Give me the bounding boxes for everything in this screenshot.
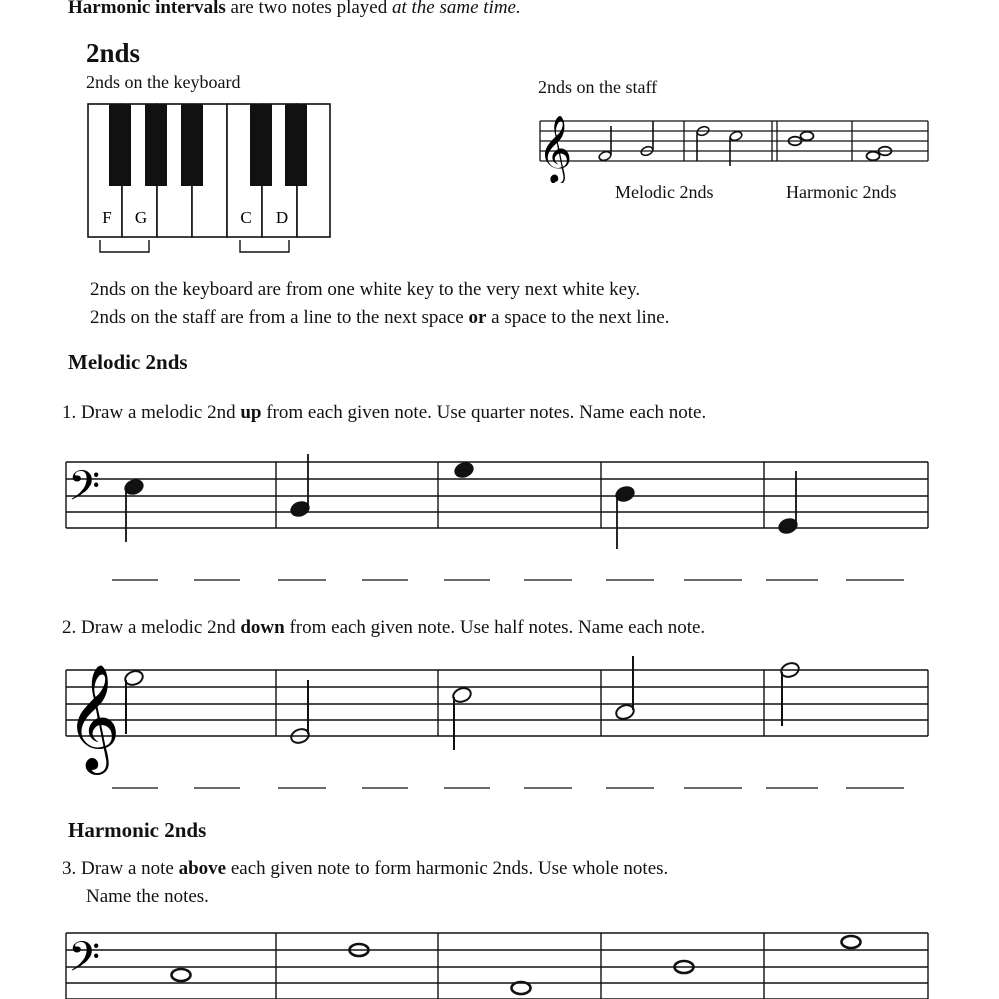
exercise-2-staff — [62, 648, 937, 798]
melodic-heading: Melodic 2nds — [68, 350, 188, 374]
exercise-3-instructions: 3. Draw a note above each given note to form harmonic 2nds. Use whole notes. — [62, 858, 669, 879]
staff-lines — [66, 670, 928, 736]
bass-clef-icon: 𝄢 — [68, 462, 101, 520]
exercise-1-staff — [62, 450, 937, 600]
rule-staff: 2nds on the staff are from a line to the next space or a space to the next line. — [90, 307, 670, 328]
intro-line — [68, 0, 521, 19]
harmonic-2nds-label: Harmonic 2nds — [786, 182, 897, 202]
section-title-2nds: 2nds — [86, 38, 141, 68]
melodic-2nds-label: Melodic 2nds — [615, 182, 714, 202]
staff-lines — [66, 933, 928, 999]
intro-text: are two notes played — [225, 0, 392, 18]
key-label-f: F — [102, 208, 112, 227]
key-label-c: C — [240, 208, 252, 227]
exercise-1-instructions: 1. Draw a melodic 2nd up from each given note. Use quarter notes. Name each note. — [62, 402, 707, 423]
black-key — [145, 104, 167, 186]
exercise-2-instructions: 2. Draw a melodic 2nd down from each given note. Use half notes. Name each note. — [62, 617, 706, 638]
staff-caption: 2nds on the staff — [538, 77, 658, 97]
black-key — [109, 104, 131, 186]
given-quarter-notes — [123, 454, 798, 549]
black-key — [250, 104, 272, 186]
example-melodic-notes — [598, 121, 743, 166]
key-label-d: D — [275, 208, 289, 227]
treble-clef-icon: 𝄞 — [66, 663, 121, 770]
keyboard-caption: 2nds on the keyboard — [86, 72, 241, 92]
exercise-3-staff — [62, 920, 937, 999]
bass-clef-icon: 𝄢 — [68, 933, 101, 991]
example-staff — [536, 108, 936, 183]
rule-keyboard: 2nds on the keyboard are from one white key to the very next white key. — [90, 279, 641, 300]
keyboard-diagram — [86, 102, 336, 262]
bracket-fg — [100, 240, 149, 252]
intro-bold: Harmonic intervals — [68, 0, 226, 18]
black-key — [181, 104, 203, 186]
staff-lines — [66, 462, 928, 528]
treble-clef-icon: 𝄞 — [538, 114, 573, 182]
given-whole-notes — [172, 936, 861, 994]
black-key — [285, 104, 307, 186]
bracket-cd — [240, 240, 289, 252]
exercise-3-instructions-line2: Name the notes. — [86, 886, 209, 907]
harmonic-heading: Harmonic 2nds — [68, 818, 207, 842]
key-label-g: G — [134, 208, 148, 227]
intro-italic: at the same time. — [391, 0, 521, 18]
example-harmonic-notes — [789, 132, 892, 161]
